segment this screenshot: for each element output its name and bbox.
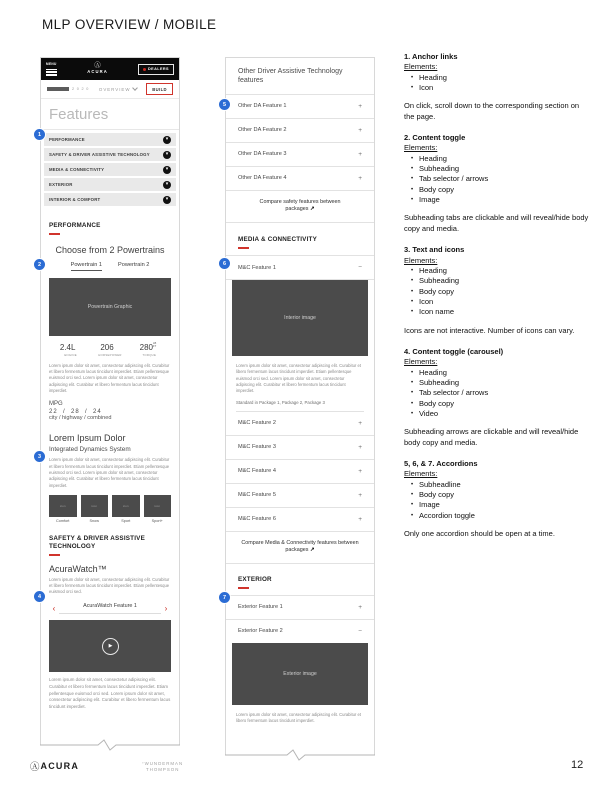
video-placeholder[interactable] [49, 620, 171, 672]
modes-heading: Lorem Ipsum Dolor [49, 433, 126, 444]
annotation-bullet: • Icon [404, 297, 590, 307]
minus-icon[interactable]: − [358, 627, 362, 635]
tab-powertrain-1[interactable]: Powertrain 1 [71, 262, 102, 271]
accordion-mc-4[interactable] [226, 460, 374, 484]
acura-wordmark: ACURA [87, 69, 108, 75]
chevron-down-icon[interactable] [163, 166, 171, 174]
page-number: 12 [571, 759, 584, 771]
plus-icon[interactable]: + [358, 491, 362, 499]
mode-icon: icon [112, 495, 140, 517]
plus-icon[interactable]: + [358, 603, 362, 611]
accordion-other-da-3[interactable] [226, 143, 374, 167]
build-button[interactable]: BUILD [146, 83, 173, 95]
accordion-mc-1-open[interactable] [226, 255, 374, 280]
annotation-title: 4. Content toggle (carousel) [404, 346, 504, 356]
section-exterior [226, 564, 374, 589]
accordion-label: Other DA Feature 3 [238, 151, 287, 158]
year-label: 2 0 2 0 [72, 87, 90, 91]
accordion-label: M&C Feature 5 [238, 492, 276, 499]
accordion-label: Exterior Feature 1 [238, 604, 283, 611]
accordion-mc-2[interactable] [226, 412, 374, 436]
annotation-elements-label: Elements: [404, 143, 438, 153]
location-pin-icon [143, 68, 146, 71]
annotation-text-icons [404, 245, 590, 336]
exterior-image-placeholder [232, 643, 368, 705]
torn-edge [40, 739, 180, 751]
annotation-note: Subheading tabs are clickable and will reveal/hide body copy and media. [404, 213, 589, 233]
accordion-label: M&C Feature 4 [238, 468, 276, 475]
annotation-title: 3. Text and icons [404, 245, 465, 255]
progress-bar [47, 87, 69, 91]
chevron-down-icon [132, 85, 138, 91]
other-da-heading: Other Driver Assistive Technology features [226, 58, 374, 95]
annotation-bullet: • Image [404, 500, 590, 510]
annotation-bullet: • Subheading [404, 378, 590, 388]
accordion-label: Other DA Feature 2 [238, 127, 287, 134]
plus-icon[interactable]: + [358, 102, 362, 110]
annotation-title: 1. Anchor links [404, 52, 458, 61]
agency-line-2: THOMPSON [146, 766, 180, 772]
anchor-label: EXTERIOR [49, 182, 73, 187]
annotation-bullet: • Video [404, 409, 590, 419]
model-year [47, 87, 89, 91]
dealers-label: DEALERS [148, 67, 169, 71]
plus-icon[interactable]: + [358, 150, 362, 158]
accordion-other-da-4[interactable] [226, 167, 374, 191]
drive-mode-icons [49, 495, 171, 523]
acurawatch-heading: AcuraWatch™ [49, 563, 107, 574]
performance-body-copy: Lorem ipsum dolor sit amet, consectetur adipiscing elit. Curabitur et libero fermentum lacus tincidunt imperdiet. Etiam pellentesque euismod orci sed. Lorem ipsum dolor sit amet, consectetur adipiscing elit. Curabitur et libero fermentum lacus tincidunt imperdiet. [49, 362, 170, 394]
acurawatch-body-copy: Lorem ipsum dolor sit amet, consectetur adipiscing elit. Curabitur et libero fermentum lacus tincidunt imperdiet. Etiam pellentesque euismod orci sed. [49, 576, 170, 595]
annotation-bullet: • Heading [404, 154, 590, 164]
section-label-performance: PERFORMANCE [49, 222, 101, 229]
spec-stats [51, 343, 169, 357]
package-availability: Standard in Package 1, Package 2, Package 3 [236, 400, 364, 412]
annotation-bullet: • Icon name [404, 307, 590, 317]
annotation-bullet: • Body copy [404, 185, 590, 195]
anchor-label: MEDIA & CONNECTIVITY [49, 167, 105, 172]
chevron-down-icon[interactable] [163, 151, 171, 159]
annotation-title: 5, 6, & 7. Accordions [404, 459, 478, 468]
hamburger-icon [46, 67, 57, 75]
callout-6: 6 [218, 257, 231, 270]
image-label: Interior image [284, 315, 316, 322]
accordion-label: Other DA Feature 4 [238, 175, 287, 182]
image-label: Exterior image [283, 670, 317, 677]
anchor-label: PERFORMANCE [49, 137, 85, 142]
chevron-down-icon[interactable] [163, 196, 171, 204]
acura-wordmark: ACURA [40, 761, 80, 771]
mobile-nav-bar [41, 58, 179, 80]
accordion-mc-3[interactable] [226, 436, 374, 460]
annotation-bullet: • Heading [404, 73, 590, 83]
accordion-mc-5[interactable] [226, 484, 374, 508]
annotation-bullet: • Image [404, 195, 590, 205]
section-label-safety: SAFETY & DRIVER ASSISTIVE TECHNOLOGY [49, 534, 145, 550]
mpg-label: MPG [49, 401, 63, 408]
callout-4: 4 [33, 590, 46, 603]
acura-logo [87, 63, 108, 74]
mpg-caption: city / highway / combined [49, 415, 112, 422]
accordion-label: M&C Feature 6 [238, 516, 276, 523]
tab-powertrain-2[interactable]: Powertrain 2 [118, 261, 150, 268]
play-button[interactable] [102, 638, 119, 655]
annotation-carousel [404, 347, 590, 448]
stat-engine: 2.4L ENGINE [59, 342, 77, 357]
agency-mark-icon: ° [142, 761, 145, 766]
exterior-body-copy: Lorem ipsum dolor sit amet, consectetur adipiscing elit. Curabitur et libero fermentum lacus tincidunt imperdiet. [236, 711, 361, 724]
footer-acura-logo [30, 759, 79, 773]
red-underline [49, 554, 60, 556]
stat-horsepower: 206 HORSEPOWER [98, 342, 122, 357]
annotation-bullet: • Heading [404, 368, 590, 378]
plus-icon[interactable]: + [358, 467, 362, 475]
annotation-elements-label: Elements: [404, 469, 438, 479]
callout-7: 7 [218, 591, 231, 604]
annotation-bullet: • Accordion toggle [404, 511, 590, 521]
callout-3: 3 [33, 450, 46, 463]
anchor-link-interior[interactable] [44, 193, 176, 206]
annotation-column [404, 52, 590, 550]
dealers-button[interactable] [138, 64, 174, 75]
annotation-note: Icons are not interactive. Number of icons can vary. [404, 325, 575, 335]
menu-label: MENU [46, 62, 57, 67]
annotation-title: 2. Content toggle [404, 133, 466, 143]
carousel-title: AcuraWatch Feature 1 [59, 603, 161, 614]
callout-5: 5 [218, 98, 231, 111]
annotation-accordions [404, 459, 590, 539]
anchor-label: INTERIOR & COMFORT [49, 197, 101, 202]
mpg-values: 22 / 28 / 24 [49, 409, 102, 416]
external-link-icon: ↗ [309, 206, 315, 213]
compare-media-link[interactable] [226, 532, 374, 564]
red-underline [238, 247, 249, 249]
accordion-exterior-1[interactable] [226, 595, 374, 620]
menu-button[interactable] [46, 62, 57, 75]
annotation-note: Subheading arrows are clickable and will reveal/hide body copy and media. [404, 427, 579, 447]
overview-dropdown[interactable] [99, 87, 137, 92]
accordion-other-da-1[interactable] [226, 95, 374, 119]
powertrain-heading: Choose from 2 Powertrains [55, 244, 165, 255]
mode-sport [112, 495, 140, 523]
chevron-down-icon[interactable] [163, 181, 171, 189]
mode-snow [81, 495, 109, 523]
minus-icon[interactable]: − [358, 264, 362, 272]
accordion-mc-6[interactable] [226, 508, 374, 532]
stat-torque: 280LB FT TORQUE [139, 341, 157, 357]
modes-body-copy: Lorem ipsum dolor sit amet, consectetur adipiscing elit. Curabitur et libero fermentum lacus tincidunt imperdiet. Etiam pellentesque euismod orci sed. Lorem ipsum dolor sit amet, consectetur adipiscing elit. Curabitur et libero fermentum lacus tincidunt imperdiet. [49, 457, 170, 488]
section-label-media: MEDIA & CONNECTIVITY [238, 236, 317, 244]
plus-icon[interactable]: + [358, 174, 362, 182]
plus-icon[interactable]: + [358, 126, 362, 134]
mobile-mockup-1 [40, 57, 180, 745]
acura-emblem-icon: Ⓐ [94, 62, 101, 70]
plus-icon[interactable]: + [358, 515, 362, 523]
accordion-label: M&C Feature 2 [238, 420, 276, 427]
annotation-bullet: • Heading [404, 266, 590, 276]
compare-label: Compare Media & Connectivity features between packages [241, 539, 359, 554]
annotation-elements-label: Elements: [404, 255, 438, 265]
chevron-down-icon[interactable] [163, 136, 171, 144]
annotation-bullet: • Body copy [404, 399, 590, 409]
modes-subheading: Integrated Dynamics System [49, 446, 131, 454]
anchor-link-exterior[interactable] [44, 178, 176, 191]
plus-icon[interactable]: + [358, 419, 362, 427]
anchor-link-performance[interactable] [44, 133, 176, 146]
plus-icon[interactable]: + [358, 443, 362, 451]
annotation-bullet: • Subheading [404, 164, 590, 174]
mode-comfort [49, 495, 77, 523]
graphic-label: Powertrain Graphic [87, 303, 133, 310]
section-media [226, 223, 374, 249]
anchor-link-media[interactable] [44, 163, 176, 176]
anchor-label: SAFETY & DRIVER ASSISTIVE TECHNOLOGY [49, 152, 150, 157]
callout-1: 1 [33, 128, 46, 141]
accordion-label: Other DA Feature 1 [238, 103, 287, 110]
annotation-note: On click, scroll down to the corresponding section on the page. [404, 101, 580, 121]
video-body-copy: Lorem ipsum dolor sit amet, consectetur adipiscing elit. Curabitur et libero fermentum lacus tincidunt imperdiet. Etiam pellentesque euismod orci sed. Lorem ipsum dolor sit amet, consectetur adipiscing elit. Curabitur et libero fermentum lacus tincidunt imperdiet. [49, 677, 171, 709]
mode-name: Sport [121, 518, 131, 523]
mpg-block [49, 401, 171, 421]
accordion-label: M&C Feature 3 [238, 444, 276, 451]
mode-name: Comfort [55, 518, 70, 523]
agency-line-1: WUNDERMAN [144, 761, 184, 766]
carousel-prev-arrow[interactable]: ‹ [52, 603, 56, 613]
annotation-elements-label: Elements: [404, 62, 438, 72]
callout-2: 2 [33, 258, 46, 271]
mode-icon: icon [49, 495, 77, 517]
accordion-exterior-2-open[interactable] [226, 620, 374, 643]
annotation-bullet: • Body copy [404, 287, 590, 297]
mode-icon: icon [144, 495, 172, 517]
annotation-bullet: • Subheadline [404, 480, 590, 490]
red-underline [238, 587, 249, 589]
annotation-bullet: • Body copy [404, 490, 590, 500]
mc-body-copy: Lorem ipsum dolor sit amet, consectetur adipiscing elit. Curabitur et libero fermentum lacus tincidunt imperdiet. Etiam pellentesque euismod orci sed. Lorem ipsum dolor sit amet, consectetur adipiscing elit. Curabitur et libero fermentum lacus tincidunt imperdiet. [236, 363, 361, 394]
footer-agency-logo [142, 761, 183, 773]
powertrain-graphic-placeholder [49, 278, 171, 336]
carousel-next-arrow[interactable]: › [164, 603, 168, 613]
accordion-other-da-2[interactable] [226, 119, 374, 143]
features-page-heading: Features [41, 99, 179, 130]
mode-name: Snow [89, 518, 99, 523]
accordion-label: M&C Feature 1 [238, 264, 276, 271]
annotation-bullet: • Subheading [404, 276, 590, 286]
red-underline [49, 233, 60, 235]
section-label-exterior: EXTERIOR [238, 576, 272, 583]
annotation-content-toggle [404, 133, 590, 234]
compare-label: Compare safety features between packages [259, 198, 341, 213]
accordion-label: Exterior Feature 2 [238, 628, 283, 635]
mode-icon: icon [81, 495, 109, 517]
mode-name: Sport+ [151, 518, 163, 523]
torn-edge [225, 749, 375, 761]
mode-sport-plus [144, 495, 172, 523]
annotation-note: Only one accordion should be open at a time. [404, 529, 555, 539]
play-icon: ▶ [108, 643, 113, 650]
interior-image-placeholder [232, 280, 368, 356]
annotation-anchor-links [404, 52, 590, 122]
annotation-elements-label: Elements: [404, 357, 438, 367]
annotation-bullet: • Tab selector / arrows [404, 388, 590, 398]
compare-safety-link[interactable] [226, 191, 374, 223]
anchor-link-safety[interactable] [44, 148, 176, 161]
overview-label: OVERVIEW [98, 86, 131, 92]
acura-emblem-icon: Ⓐ [30, 762, 40, 773]
page-title: MLP OVERVIEW / MOBILE [42, 17, 217, 32]
anchor-link-list [44, 133, 176, 206]
annotation-bullet: • Icon [404, 83, 590, 93]
powertrain-tabs [41, 262, 179, 271]
feature-carousel [49, 603, 171, 614]
external-link-icon: ↗ [309, 547, 315, 554]
mobile-mockup-2 [225, 57, 375, 755]
annotation-bullet: • Tab selector / arrows [404, 174, 590, 184]
model-subnav [41, 80, 179, 99]
